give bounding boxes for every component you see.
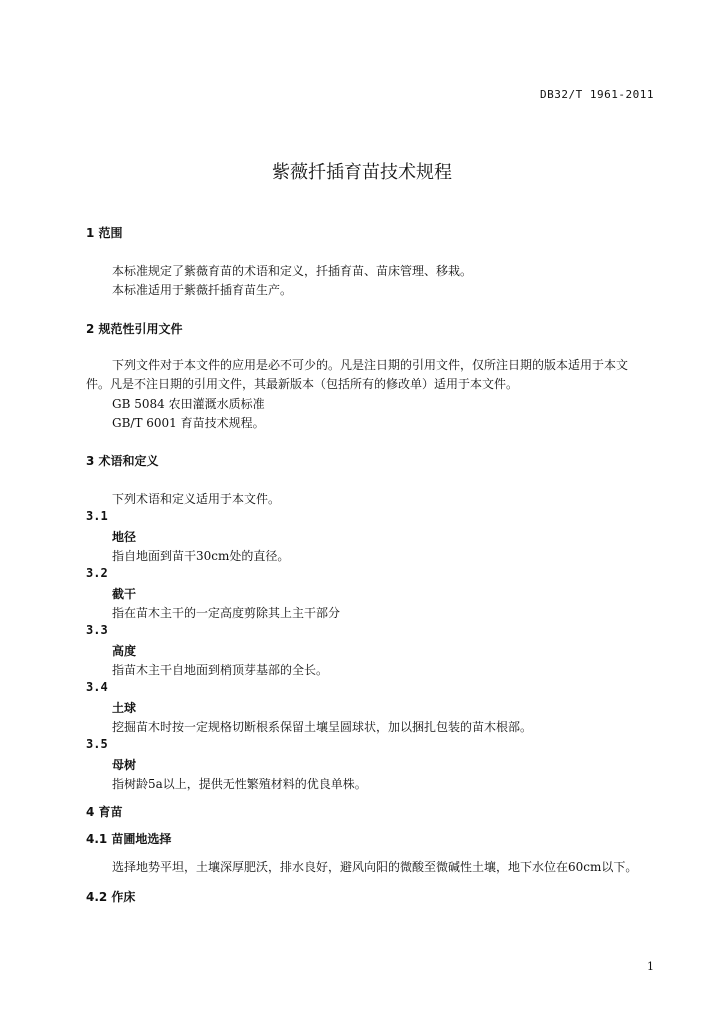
section-1-heading: 1 范围: [86, 226, 123, 240]
term-number: 3.1: [86, 509, 108, 523]
page-number: 1: [647, 960, 654, 973]
term-definition: 指树龄5a以上，提供无性繁殖材料的优良单株。: [112, 777, 367, 791]
term-name: 地径: [112, 530, 137, 544]
reference-gb-5084: GB 5084 农田灌溉水质标准: [112, 397, 265, 411]
term-number: 3.5: [86, 737, 108, 751]
section-2-paragraph-line-1: 下列文件对于本文件的应用是必不可少的。凡是注日期的引用文件，仅所注日期的版本适用于本文: [112, 358, 629, 372]
standard-number: DB32/T 1961-2011: [540, 88, 654, 101]
section-2-paragraph-line-2: 件。凡是不注日期的引用文件，其最新版本（包括所有的修改单）适用于本文件。: [86, 377, 519, 391]
term-number: 3.2: [86, 566, 108, 580]
term-definition: 指自地面到苗干30cm处的直径。: [112, 549, 290, 563]
term-definition: 挖掘苗木时按一定规格切断根系保留土壤呈圆球状，加以捆扎包装的苗木根部。: [112, 720, 533, 734]
section-4-heading: 4 育苗: [86, 805, 123, 819]
section-1-paragraph-1: 本标准规定了紫薇育苗的术语和定义，扦插育苗、苗床管理、移栽。: [112, 264, 473, 278]
section-4-1-text: 选择地势平坦，土壤深厚肥沃，排水良好，避风向阳的微酸至微碱性土壤，地下水位在60cm以下。: [112, 860, 638, 874]
term-number: 3.4: [86, 680, 108, 694]
term-name: 母树: [112, 758, 137, 772]
term-name: 截干: [112, 587, 137, 601]
document-title: 紫薇扦插育苗技术规程: [272, 162, 452, 183]
section-4-1-heading: 4.1 苗圃地选择: [86, 832, 172, 846]
section-2-heading: 2 规范性引用文件: [86, 322, 183, 336]
section-3-intro: 下列术语和定义适用于本文件。: [112, 492, 281, 506]
section-1-paragraph-2: 本标准适用于紫薇扦插育苗生产。: [112, 283, 293, 297]
term-name: 土球: [112, 701, 137, 715]
term-name: 高度: [112, 644, 137, 658]
term-number: 3.3: [86, 623, 108, 637]
section-4-2-heading: 4.2 作床: [86, 890, 136, 904]
section-3-heading: 3 术语和定义: [86, 454, 159, 468]
reference-gbt-6001: GB/T 6001 育苗技术规程。: [112, 416, 265, 430]
term-definition: 指在苗木主干的一定高度剪除其上主干部分: [112, 606, 341, 620]
term-definition: 指苗木主干自地面到梢顶芽基部的全长。: [112, 663, 329, 677]
